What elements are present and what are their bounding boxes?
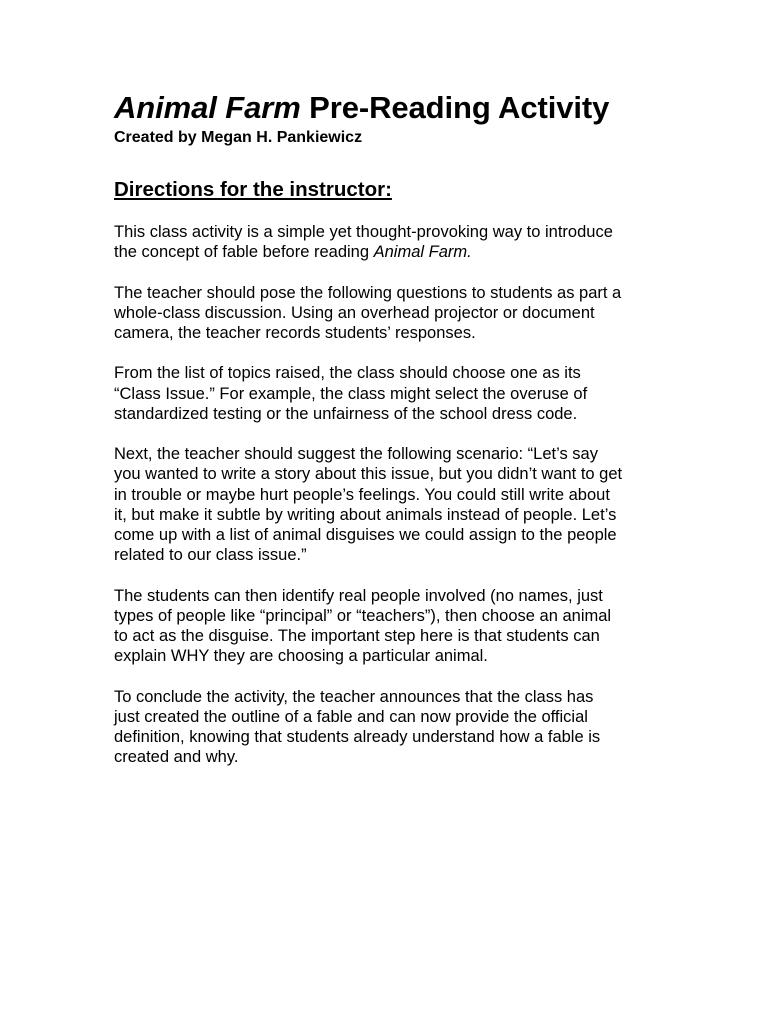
paragraph-identify <box>114 586 674 667</box>
paragraph-line: “Class Issue.” For example, the class might select the overuse of <box>114 384 588 403</box>
paragraph-line: The students can then identify real people involved (no names, just <box>114 586 603 605</box>
paragraph-line: standardized testing or the unfairness of the school dress code. <box>114 404 578 423</box>
paragraph-line: to act as the disguise. The important step here is that students can <box>114 627 600 645</box>
paragraph-discussion <box>114 283 674 344</box>
document-page <box>114 88 674 767</box>
book-title-inline: Animal Farm. <box>373 243 472 262</box>
paragraph-line: definition, knowing that students already understand how a fable is <box>114 728 601 746</box>
paragraph-line: in trouble or maybe hurt people’s feelings. You could still write about <box>114 485 610 504</box>
title-rest: Pre-Reading Activity <box>300 90 610 125</box>
document-title <box>114 88 674 128</box>
paragraph-line: the concept of fable before reading <box>114 243 374 262</box>
paragraph-line: camera, the teacher records students’ responses. <box>114 324 476 342</box>
paragraph-line: This class activity is a simple yet thought-provoking way to introduce <box>114 223 613 241</box>
paragraph-conclusion <box>114 687 674 768</box>
author-byline: Created by Megan H. Pankiewicz <box>114 129 363 146</box>
paragraph-line: explain WHY they are choosing a particular animal. <box>114 647 488 666</box>
paragraph-line: it, but make it subtle by writing about animals instead of people. Let’s <box>114 505 617 524</box>
section-heading: Directions for the instructor: <box>114 178 392 201</box>
paragraph-line: created and why. <box>114 748 239 767</box>
paragraph-line: related to our class issue.” <box>114 546 307 565</box>
paragraph-class-issue <box>114 363 674 424</box>
paragraph-intro <box>114 222 674 262</box>
paragraph-line: whole-class discussion. Using an overhead projector or document <box>114 303 595 322</box>
paragraph-line: just created the outline of a fable and can now provide the official <box>114 707 588 726</box>
paragraph-line: types of people like “principal” or “teachers”), then choose an animal <box>114 606 612 625</box>
title-book-name: Animal Farm <box>114 90 301 125</box>
paragraph-line: The teacher should pose the following questions to students as part a <box>114 283 622 302</box>
paragraph-line: From the list of topics raised, the class should choose one as its <box>114 364 581 383</box>
paragraph-line: come up with a list of animal disguises we could assign to the people <box>114 526 617 544</box>
paragraph-line: you wanted to write a story about this issue, but you didn’t want to get <box>114 465 623 484</box>
paragraph-line: To conclude the activity, the teacher announces that the class has <box>114 687 594 706</box>
paragraph-scenario <box>114 444 674 565</box>
paragraph-line: Next, the teacher should suggest the following scenario: “Let’s say <box>114 445 598 464</box>
